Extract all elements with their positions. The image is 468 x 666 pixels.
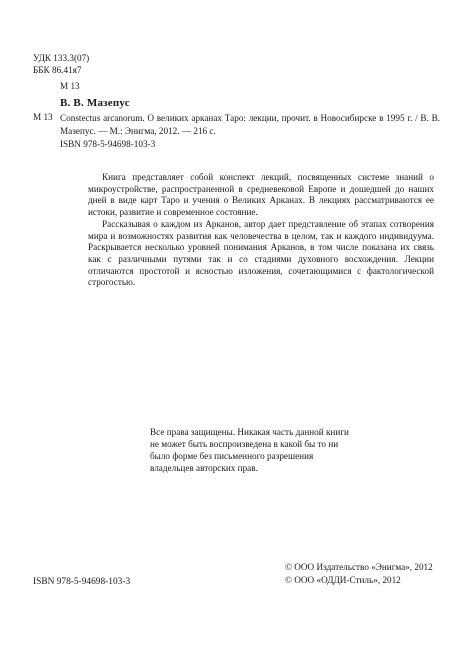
rights-notice: Все права защищены. Никакая часть данной книги не может быть воспроизведена в какой бы то ни было форме без письменного разрешения владельцев авторских прав.: [150, 427, 349, 473]
copyright-line-1: © ООО Издательство «Энигма», 2012: [285, 562, 433, 572]
author-mark-left: М 13: [33, 112, 53, 122]
annotation-paragraph-1: Книга представляет собой конспект лекций, посвященных системе знаний о микроустройстве, распространенной в средневековой Европе и дошедшей до наших дней в виде карт Таро и учения о Великих Арканах. В лекциях рассматриваются ее истоки, развитие и современное состояние.: [88, 172, 434, 218]
annotation-paragraph-2: Рассказывая о каждом из Арканов, автор дает представление об этапах сотворения мира и возможностях развития как человечества в целом, так и каждого индивидуума. Раскрывается несколько уровней понимания Арканов, в том числе показана их связь как с различными путями так и со стадиями духовного восхождения. Лекции отличаются простотой и ясностью изложения, сочетающимися с фактологической строгостью.: [88, 218, 434, 288]
annotation: [88, 172, 434, 289]
author-name: В. В. Мазепус: [60, 97, 130, 109]
copyright-block: [285, 561, 433, 587]
isbn-top: ISBN 978-5-94698-103-3: [60, 139, 156, 149]
bbk-code: ББК 86.41я7: [33, 65, 82, 75]
bibliographic-description: Constectus arcanorum. О великих арканах Таро: лекции, прочит. в Новосибирске в 1995 г. / В. В. Мазепус. — М.: Энигма, 2012. — 216 с.: [60, 113, 440, 136]
classification-codes: [33, 53, 89, 77]
copyright-line-2: © ООО «ОДДИ-Стиль», 2012: [285, 575, 401, 585]
udk-code: УДК 133.3(07): [33, 53, 90, 63]
author-mark-top: М 13: [60, 81, 80, 91]
isbn-bottom: ISBN 978-5-94698-103-3: [33, 577, 131, 587]
